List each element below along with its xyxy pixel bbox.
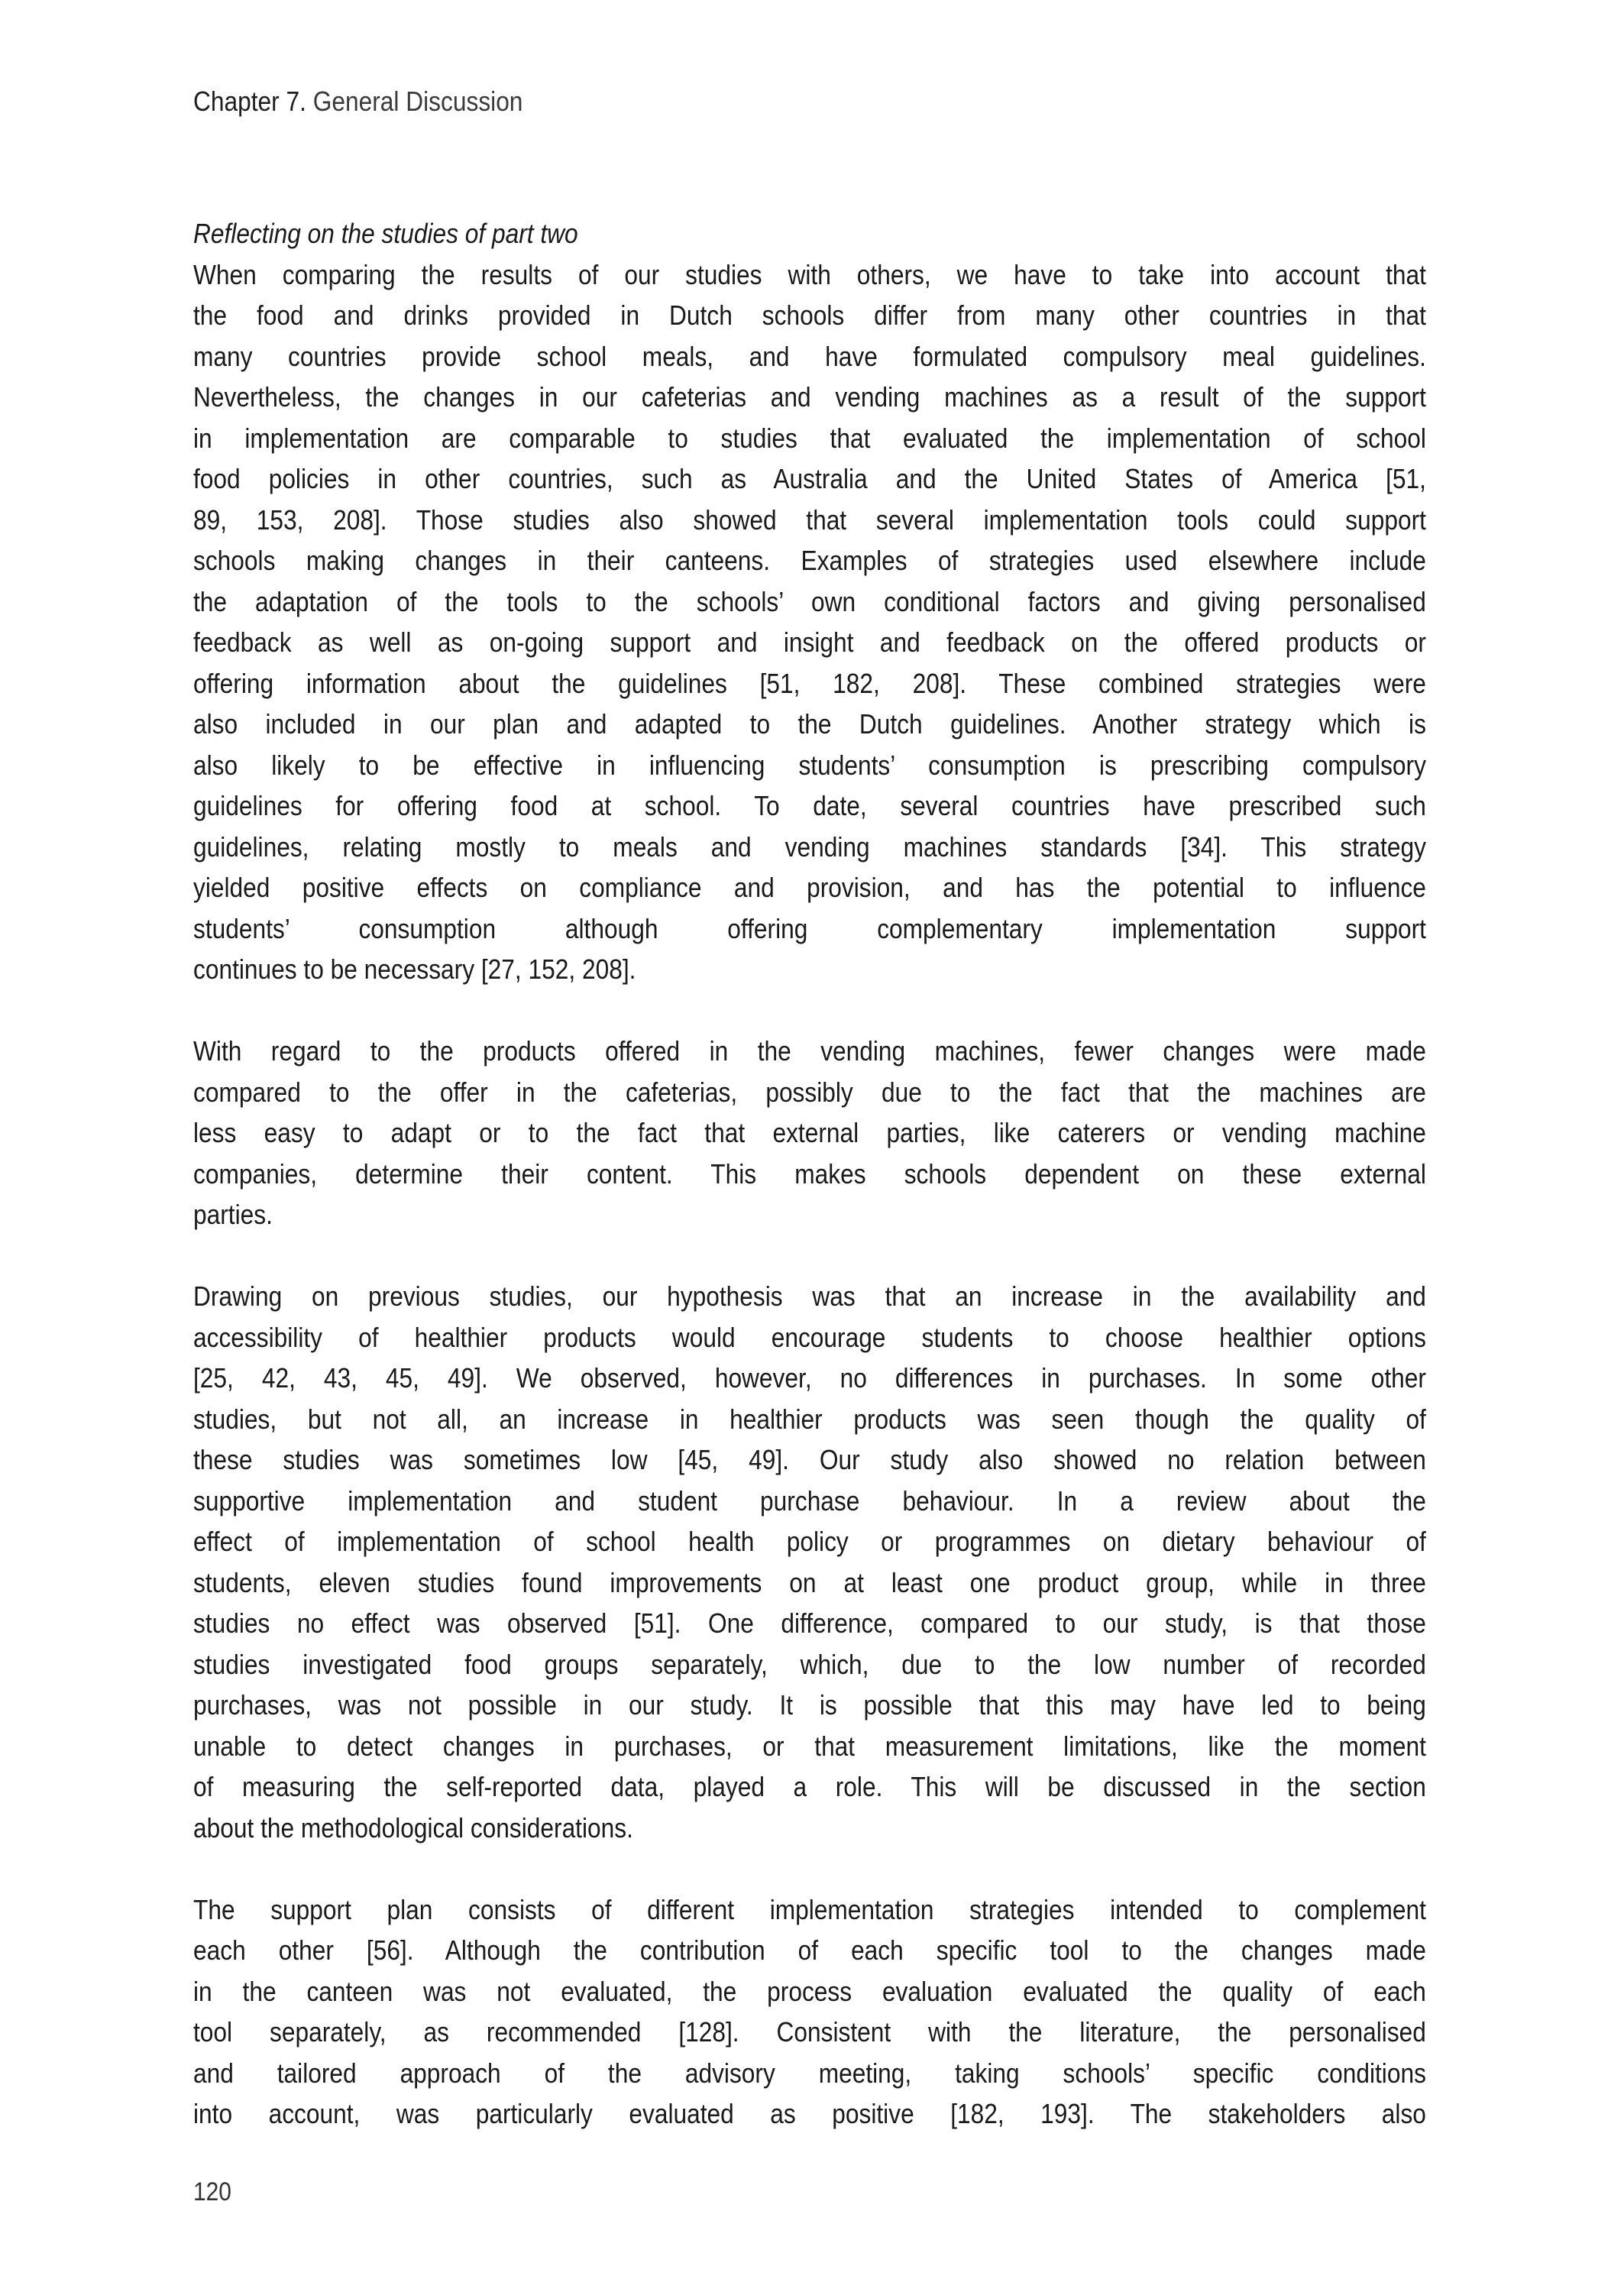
text-line: supportive implementation and student purchase behaviour. In a review about the: [193, 1484, 1426, 1517]
text-line: compared to the offer in the cafeterias, possibly due to the fact that the machines are: [193, 1076, 1426, 1108]
text-line: studies, but not all, an increase in healthier products was seen though the quality of: [193, 1403, 1426, 1435]
text-line: studies investigated food groups separately, which, due to the low number of recorded: [193, 1648, 1426, 1680]
text-line: and tailored approach of the advisory meeting, taking schools’ specific conditions: [193, 2057, 1426, 2089]
text-line: schools making changes in their canteens. Examples of strategies used elsewhere include: [193, 545, 1426, 576]
text-line: effect of implementation of school health policy or programmes on dietary behaviour of: [193, 1526, 1426, 1557]
text-line: students, eleven studies found improvements on at least one product group, while in three: [193, 1566, 1426, 1598]
text-line: of measuring the self-reported data, played a role. This will be discussed in the section: [193, 1771, 1426, 1802]
text-line: continues to be necessary [27, 152, 208].: [193, 953, 636, 985]
text-line: the food and drinks provided in Dutch schools differ from many other countries in that: [193, 299, 1426, 331]
paragraph: [193, 1031, 1426, 1235]
text-line: the adaptation of the tools to the schools’ own conditional factors and giving personalised: [193, 585, 1426, 617]
text-line: in implementation are comparable to studies that evaluated the implementation of school: [193, 422, 1426, 454]
text-line: [25, 42, 43, 45, 49]. We observed, however, no differences in purchases. In some other: [193, 1362, 1426, 1394]
text-line: guidelines for offering food at school. To date, several countries have prescribed such: [193, 790, 1426, 821]
text-line: about the methodological considerations.: [193, 1811, 633, 1844]
text-line: in the canteen was not evaluated, the process evaluation evaluated the quality of each: [193, 1975, 1426, 2007]
section-heading: Reflecting on the studies of part two: [193, 218, 578, 249]
text-line: food policies in other countries, such as Australia and the United States of America [51,: [193, 463, 1426, 494]
text-line: The support plan consists of different implementation strategies intended to complement: [193, 1893, 1426, 1925]
text-line: students’ consumption although offering complementary implementation support: [193, 912, 1426, 944]
text-line: accessibility of healthier products would encourage students to choose healthier options: [193, 1321, 1426, 1353]
text-line: tool separately, as recommended [128]. Consistent with the literature, the personalised: [193, 2016, 1426, 2048]
running-header: [193, 81, 522, 122]
chapter-label: Chapter 7.: [193, 86, 306, 117]
paragraph-gap: [193, 1235, 1426, 1277]
text-line: offering information about the guidelines [51, 182, 208]. These combined strategies were: [193, 667, 1426, 699]
text-line: into account, was particularly evaluated as positive [182, 193]. The stakeholders also: [193, 2098, 1426, 2129]
paragraph-gap: [193, 1848, 1426, 1889]
paragraph-gap: [193, 990, 1426, 1031]
text-line: Nevertheless, the changes in our cafeterias and vending machines as a result of the support: [193, 381, 1426, 413]
text-line: 89, 153, 208]. Those studies also showed that several implementation tools could support: [193, 503, 1426, 536]
text-line: each other [56]. Although the contribution of each specific tool to the changes made: [193, 1934, 1426, 1966]
paragraph: [193, 1889, 1426, 2135]
text-line: Drawing on previous studies, our hypothesis was that an increase in the availability and: [193, 1280, 1426, 1312]
page-number: 120: [193, 2177, 231, 2206]
text-line: studies no effect was observed [51]. One difference, compared to our study, is that those: [193, 1607, 1426, 1639]
text-line: guidelines, relating mostly to meals and vending machines standards [34]. This strategy: [193, 830, 1426, 863]
text-line: feedback as well as on-going support and insight and feedback on the offered products or: [193, 626, 1426, 658]
paragraph: [193, 1276, 1426, 1848]
text-line: yielded positive effects on compliance and provision, and has the potential to influence: [193, 872, 1426, 903]
text-line: unable to detect changes in purchases, or that measurement limitations, like the moment: [193, 1730, 1426, 1762]
paragraph: [193, 254, 1426, 990]
text-line: less easy to adapt or to the fact that external parties, like caterers or vending machine: [193, 1117, 1426, 1148]
text-line: also included in our plan and adapted to the Dutch guidelines. Another strategy which is: [193, 708, 1426, 740]
text-line: purchases, was not possible in our study. It is possible that this may have led to being: [193, 1689, 1426, 1721]
text-line: these studies was sometimes low [45, 49]. Our study also showed no relation between: [193, 1444, 1426, 1475]
body-text: [193, 213, 1426, 2135]
text-line: When comparing the results of our studies with others, we have to take into account that: [193, 258, 1426, 290]
text-line: parties.: [193, 1199, 273, 1230]
text-line: also likely to be effective in influencing students’ consumption is prescribing compulsory: [193, 749, 1426, 781]
text-line: With regard to the products offered in the vending machines, fewer changes were made: [193, 1035, 1426, 1067]
chapter-title: General Discussion: [312, 86, 523, 117]
text-line: many countries provide school meals, and have formulated compulsory meal guidelines.: [193, 340, 1426, 372]
text-line: companies, determine their content. This makes schools dependent on these external: [193, 1157, 1426, 1190]
